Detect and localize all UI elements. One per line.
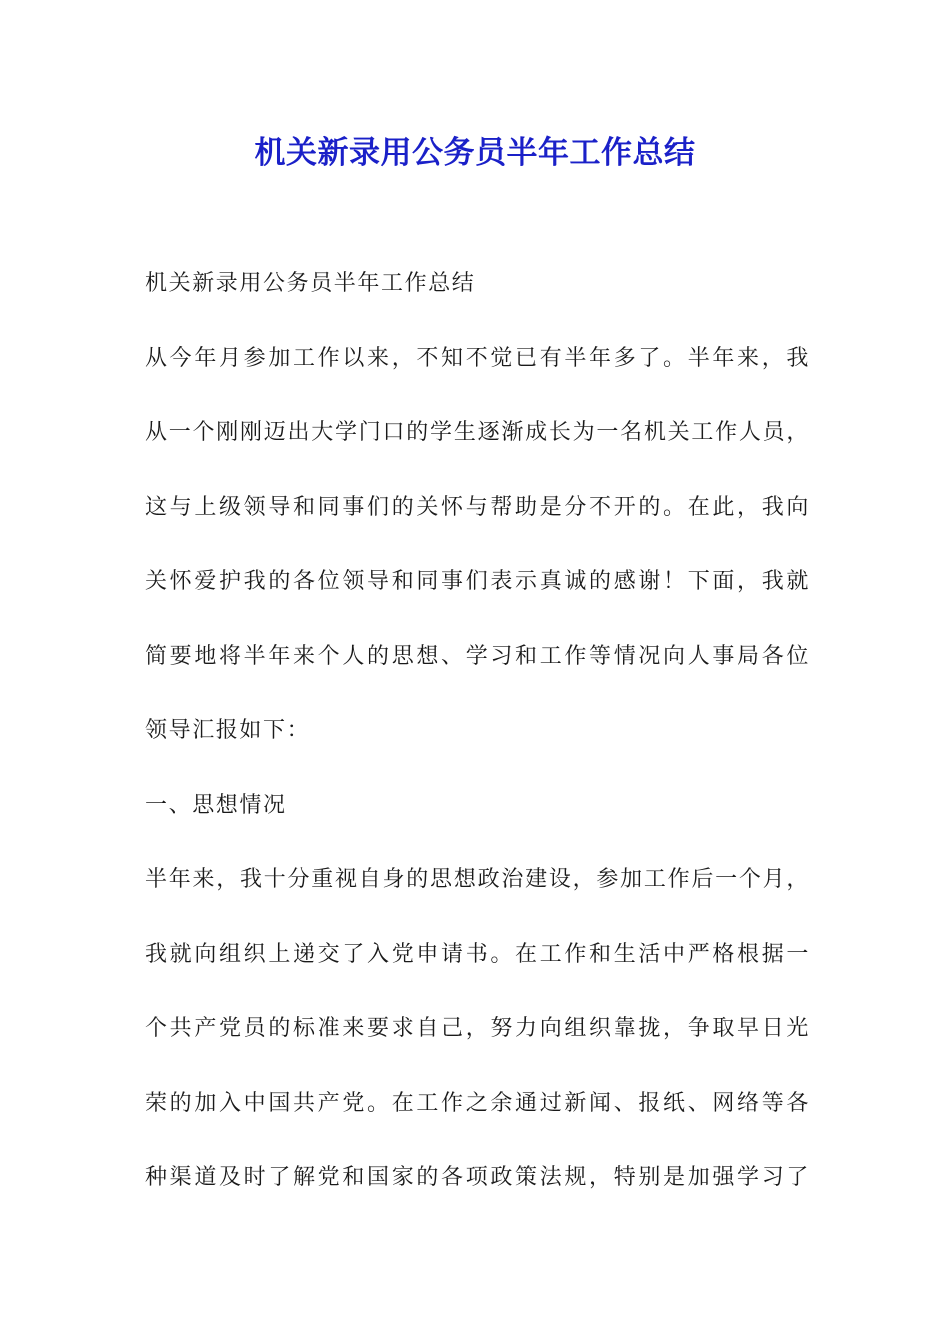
paragraph-line: 从一个刚刚迈出大学门口的学生逐渐成长为一名机关工作人员， [145, 420, 810, 445]
paragraph-line: 领导汇报如下： [145, 718, 311, 743]
paragraph-line: 从今年月参加工作以来，不知不觉已有半年多了。半年来，我 [145, 345, 810, 371]
paragraph-line: 半年来，我十分重视自身的思想政治建设，参加工作后一个月， [145, 867, 810, 892]
paragraph-line: 关怀爱护我的各位领导和同事们表示真诚的感谢！下面，我就 [145, 569, 810, 594]
subtitle-line: 机关新录用公务员半年工作总结 [145, 271, 476, 296]
section-heading: 一、思想情况 [145, 792, 287, 818]
paragraph-line: 简要地将半年来个人的思想、学习和工作等情况向人事局各位 [145, 643, 810, 669]
paragraph-line: 种渠道及时了解党和国家的各项政策法规，特别是加强学习了 [145, 1165, 810, 1190]
paragraph-line: 这与上级领导和同事们的关怀与帮助是分不开的。在此，我向 [145, 494, 810, 520]
document-title: 机关新录用公务员半年工作总结 [254, 135, 696, 171]
paragraph-line: 我就向组织上递交了入党申请书。在工作和生活中严格根据一 [145, 941, 810, 967]
paragraph-line: 荣的加入中国共产党。在工作之余通过新闻、报纸、网络等各 [145, 1090, 810, 1116]
document-body [145, 260, 810, 1229]
paragraph-line: 个共产党员的标准来要求自己，努力向组织靠拢，争取早日光 [145, 1016, 810, 1041]
